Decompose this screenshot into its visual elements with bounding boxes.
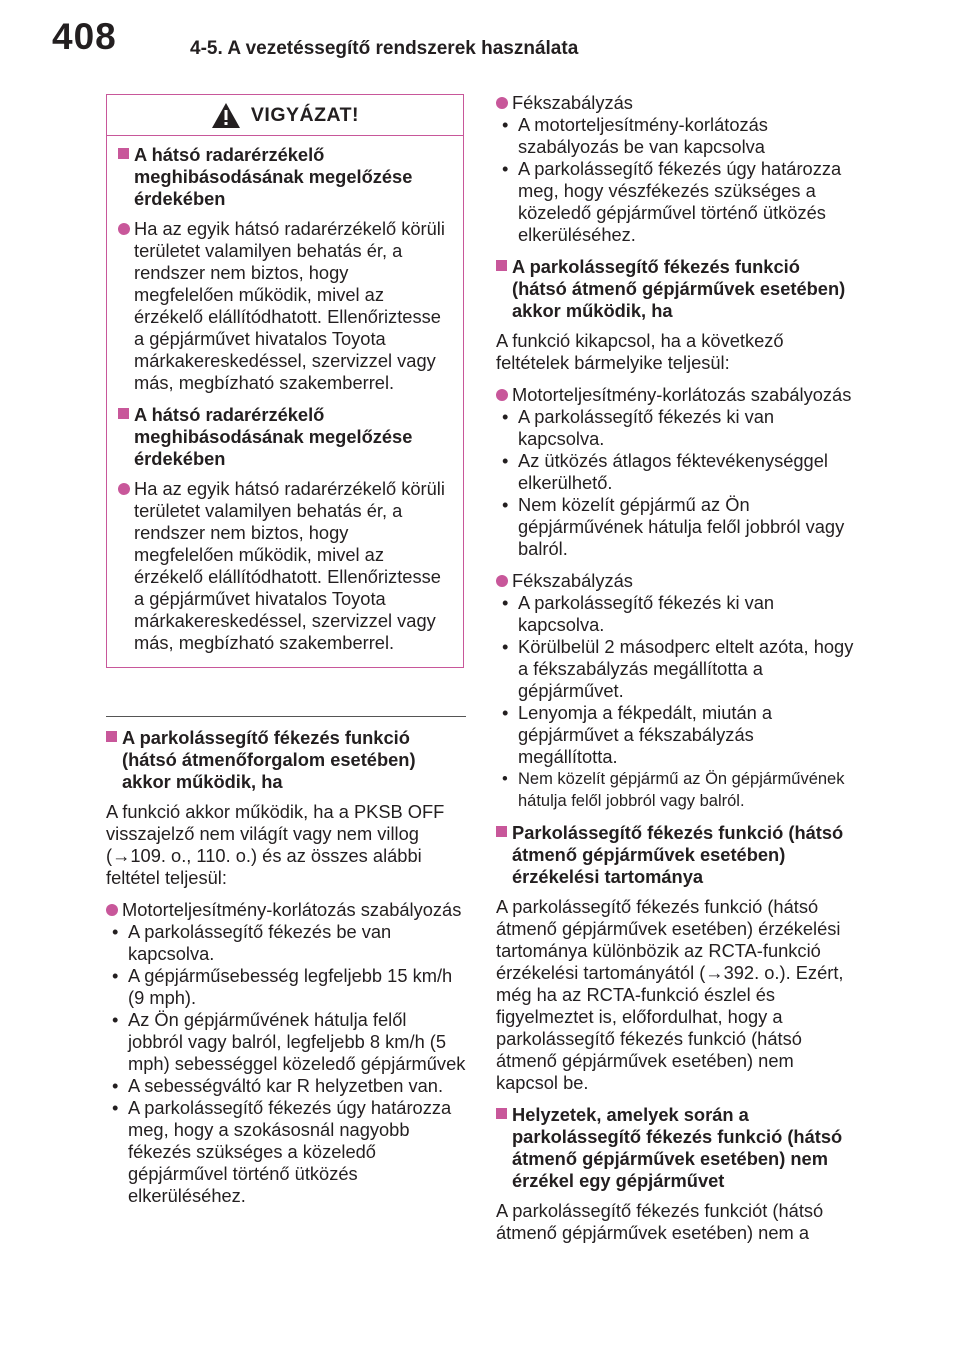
bullet-item: • Az Ön gépjárművének hátulja felől jobbról vagy balról, legfeljebb 8 km/h (5 mph) sebességgel közeledő gépjárművek <box>106 1009 466 1075</box>
warning-box <box>106 94 464 668</box>
bullet-item: • Nem közelít gépjármű az Ön gépjárművének hátulja felől jobbról vagy balról. <box>496 494 856 560</box>
section-heading: Helyzetek, amelyek során a parkolássegítő fékezés funkció (hátsó átmenő gépjárművek esetében) nem érzékel egy gépjárművet <box>496 1104 856 1192</box>
warning-heading: A hátsó radarérzékelő meghibásodásának megelőzése érdekében <box>118 404 451 470</box>
warning-body <box>107 136 463 654</box>
paragraph: A parkolássegítő fékezés funkció (hátsó átmenő gépjárművek esetében) érzékelési tartománya különbözik az RCTA-funkció érzékelési tartományától (→392. o.). Ezért, még ha az RCTA-funkció észlel és figyelmeztet is, előfordulhat, hogy a parkolássegítő fékezés funkció (hátsó átmenő gépjárművek esetében) nem kapcsol be. <box>496 896 844 1093</box>
section-title: 4-5. A vezetéssegítő rendszerek használata <box>190 38 579 59</box>
left-column <box>106 94 466 1207</box>
right-column <box>496 92 856 1254</box>
bullet-item: • Az ütközés átlagos féktevékenységgel elkerülhető. <box>496 450 856 494</box>
bullet-item: • A sebességváltó kar R helyzetben van. <box>106 1075 466 1097</box>
warning-heading: A hátsó radarérzékelő meghibásodásának megelőzése érdekében <box>118 144 451 210</box>
warning-triangle-icon <box>211 102 241 129</box>
bullet-item: • Nem közelít gépjármű az Ön gépjárművének hátulja felől jobbról vagy balról. <box>496 768 856 812</box>
condition-title: Motorteljesítmény-korlátozás szabályozás <box>106 899 466 921</box>
section-heading: Parkolássegítő fékezés funkció (hátsó átmenő gépjárművek esetében) érzékelési tartománya <box>496 822 856 888</box>
warning-title: VIGYÁZAT! <box>250 104 360 126</box>
condition-title: Fékszabályzás <box>496 92 856 114</box>
bullet-item: • A gépjárműsebesség legfeljebb 15 km/h (9 mph). <box>106 965 466 1009</box>
warning-text: Ha az egyik hátsó radarérzékelő körüli területet valamilyen behatás ér, a rendszer nem biztos, hogy megfelelően működik, mivel az érzékelő elállítódhatott. Ellenőriztesse a gépjárművet hivatalos Toyota márkakereskedéssel, szervizzel vagy más, megbízható szakemberrel. <box>118 478 451 654</box>
section-heading: A parkolássegítő fékezés funkció (hátsó átmenő gépjárművek esetében) akkor működik, ha <box>496 256 856 322</box>
bullet-item: • A motorteljesítmény-korlátozás szabályozás be van kapcsolva <box>496 114 856 158</box>
divider <box>106 716 466 717</box>
section-heading: A parkolássegítő fékezés funkció (hátsó átmenőforgalom esetében) akkor működik, ha <box>106 727 466 793</box>
bullet-item: • Lenyomja a fékpedált, miután a gépjárművet a fékszabályzás megállította. <box>496 702 856 768</box>
bullet-item: • A parkolássegítő fékezés ki van kapcsolva. <box>496 592 856 636</box>
paragraph: A parkolássegítő fékezés funkciót (hátsó átmenő gépjárművek esetében) nem a <box>496 1200 824 1243</box>
condition-title: Motorteljesítmény-korlátozás szabályozás <box>496 384 856 406</box>
bullet-item: • A parkolássegítő fékezés ki van kapcsolva. <box>496 406 856 450</box>
warning-header <box>107 95 463 136</box>
bullet-item: • A parkolássegítő fékezés úgy határozza meg, hogy vészfékezés szükséges a közeledő gépjárművel történő ütközés elkerüléséhez. <box>496 158 856 246</box>
page-number: 408 <box>52 16 117 57</box>
bullet-item: • A parkolássegítő fékezés be van kapcsolva. <box>106 921 466 965</box>
paragraph: A funkció kikapcsol, ha a következő feltételek bármelyike teljesül: <box>496 330 784 373</box>
warning-text: Ha az egyik hátsó radarérzékelő körüli területet valamilyen behatás ér, a rendszer nem biztos, hogy megfelelően működik, mivel az érzékelő elállítódhatott. Ellenőriztesse a gépjárművet hivatalos Toyota márkakereskedéssel, szervizzel vagy más, megbízható szakemberrel. <box>118 218 451 394</box>
paragraph: A funkció akkor működik, ha a PKSB OFF visszajelző nem világít vagy nem villog (→109. o., 110. o.) és az összes alábbi feltétel teljesül: <box>106 801 445 888</box>
bullet-item: • A parkolássegítő fékezés úgy határozza meg, hogy a szokásosnál nagyobb fékezés szükséges a közeledő gépjárművel történő ütközés elkerüléséhez. <box>106 1097 466 1207</box>
condition-title: Fékszabályzás <box>496 570 856 592</box>
bullet-item: • Körülbelül 2 másodperc eltelt azóta, hogy a fékszabályzás megállította a gépjárművet. <box>496 636 856 702</box>
